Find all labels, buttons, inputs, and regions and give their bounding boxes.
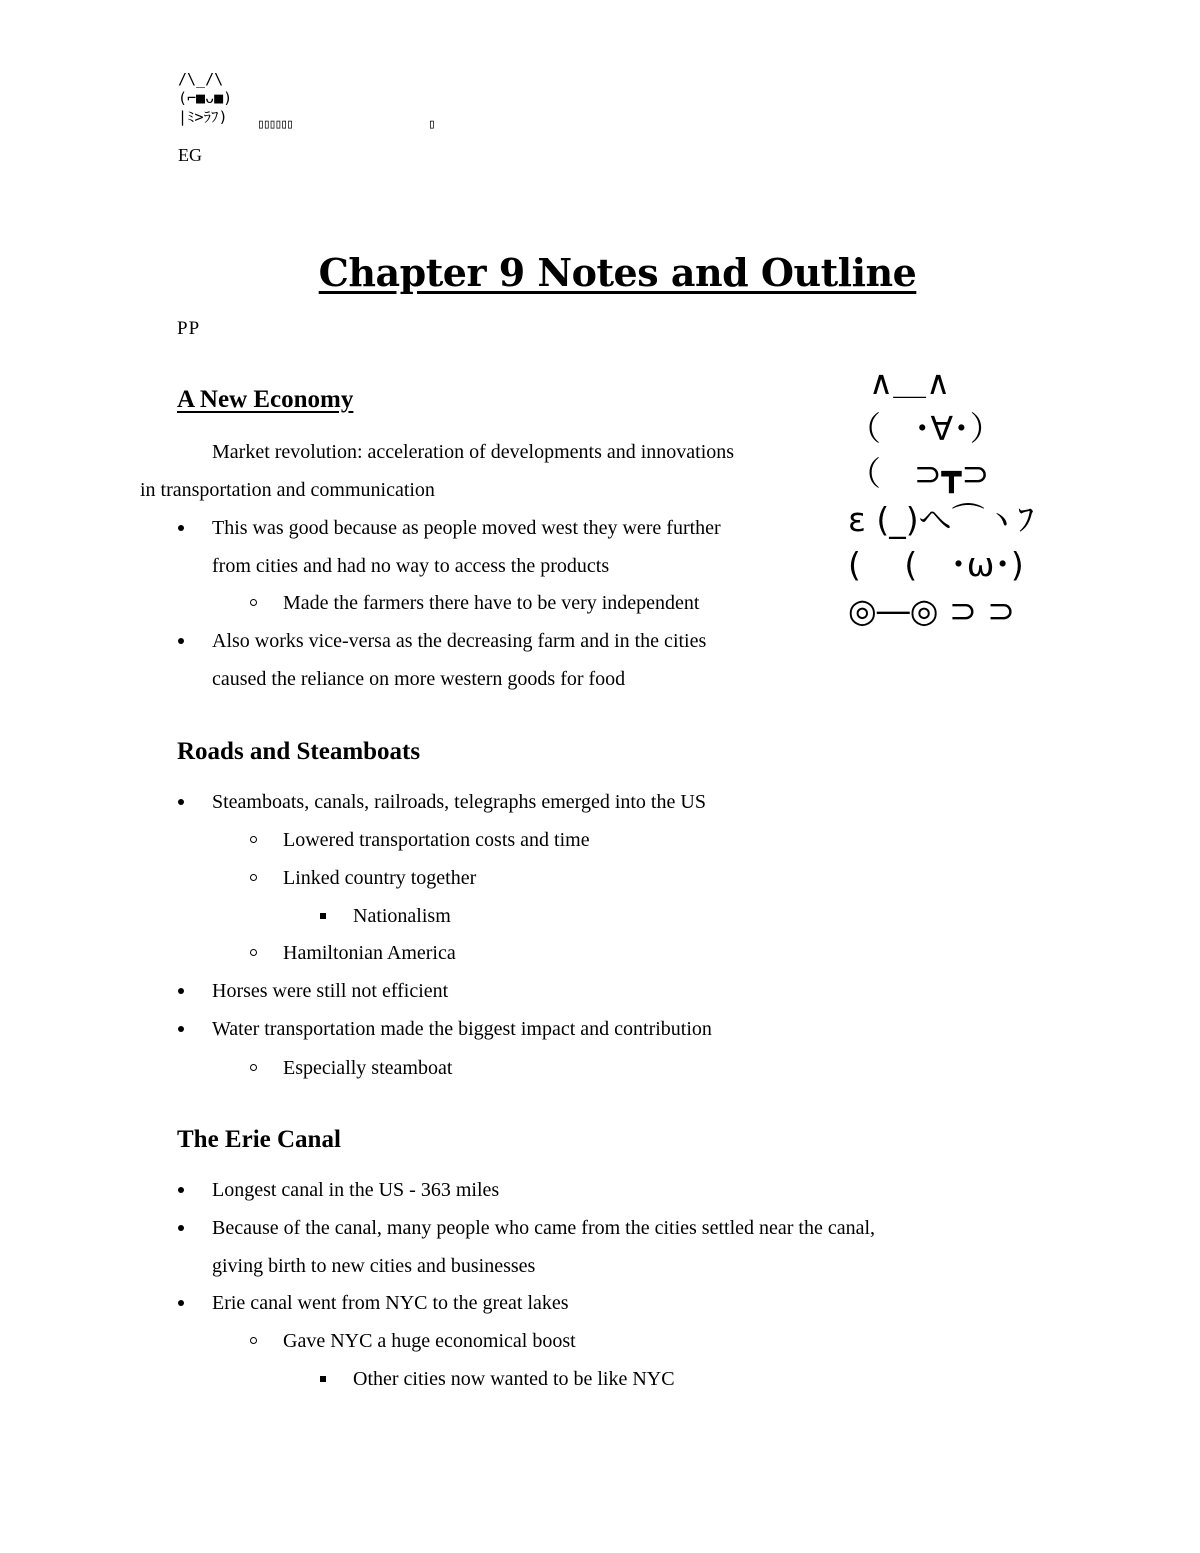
section-heading-erie: The Erie Canal <box>177 1126 341 1153</box>
paragraph-line: Market revolution: acceleration of developments and innovations <box>212 441 735 463</box>
list-item-continuation: caused the reliance on more western goods for food <box>212 668 626 690</box>
section-heading-economy: A New Economy <box>177 386 354 413</box>
list-item-continuation: from cities and had no way to access the products <box>212 555 610 577</box>
cat-art-line: ∧＿∧ <box>848 363 951 402</box>
missing-glyph-boxes: ▯▯▯▯▯▯ <box>257 117 292 132</box>
cat-art-line: ε (_)へ⌒ヽﾌ <box>848 499 1035 539</box>
list-item: Hamiltonian America <box>283 942 456 964</box>
list-item: Because of the canal, many people who came from the cities settled near the canal, <box>212 1217 876 1239</box>
bullet-dot <box>178 638 184 644</box>
list-item: Lowered transportation costs and time <box>283 829 590 851</box>
bullet-square <box>320 1376 326 1382</box>
header-ascii-art <box>178 70 232 127</box>
cat-ascii-art <box>848 360 1034 633</box>
bullet-circle <box>250 599 257 606</box>
subtitle: PP <box>177 318 201 339</box>
bullet-dot <box>178 1300 184 1306</box>
bullet-dot <box>178 799 184 805</box>
bullet-circle <box>250 836 257 843</box>
list-item: Steamboats, canals, railroads, telegraphs emerged into the US <box>212 791 706 813</box>
bullet-circle <box>250 1064 257 1071</box>
list-item: Also works vice-versa as the decreasing farm and in the cities <box>212 630 707 652</box>
list-item: Other cities now wanted to be like NYC <box>353 1368 675 1390</box>
bullet-dot <box>178 1026 184 1032</box>
header-art-line: |ﾐ>ﾗﾌ) <box>178 108 228 126</box>
section-heading-roads: Roads and Steamboats <box>177 738 421 765</box>
bullet-dot <box>178 1187 184 1193</box>
bullet-circle <box>250 949 257 956</box>
paragraph-line: in transportation and communication <box>140 479 435 501</box>
list-item: Especially steamboat <box>283 1057 453 1079</box>
list-item-continuation: giving birth to new cities and businesses <box>212 1255 536 1277</box>
list-item: Longest canal in the US - 363 miles <box>212 1179 500 1201</box>
cat-art-line: （ ･∀･） <box>848 408 1003 448</box>
list-item: Nationalism <box>353 905 451 927</box>
list-item: Water transportation made the biggest impact and contribution <box>212 1018 712 1040</box>
page-title: Chapter 9 Notes and Outline <box>318 250 917 295</box>
cat-art-line: （ ⊃┳⊃ <box>848 454 990 493</box>
cat-art-line: ( ( ･ω･) <box>848 545 1024 584</box>
list-item: Erie canal went from NYC to the great lakes <box>212 1292 569 1314</box>
list-item: Horses were still not efficient <box>212 980 449 1002</box>
bullet-dot <box>178 1225 184 1231</box>
bullet-dot <box>178 525 184 531</box>
list-item: Made the farmers there have to be very independent <box>283 592 700 614</box>
cat-art-line: ◎―◎ ⊃ ⊃ <box>848 590 1015 630</box>
bullet-square <box>320 913 326 919</box>
missing-glyph-box: ▯ <box>428 117 436 132</box>
list-item: This was good because as people moved west they were further <box>212 517 721 539</box>
author-initials: EG <box>178 145 202 165</box>
bullet-circle <box>250 1337 257 1344</box>
list-item: Gave NYC a huge economical boost <box>283 1330 576 1352</box>
bullet-circle <box>250 874 257 881</box>
bullet-dot <box>178 988 184 994</box>
list-item: Linked country together <box>283 867 477 889</box>
header-art-line: (⌐■ᴗ■) <box>178 89 233 107</box>
header-art-line: /\_/\ <box>178 70 224 88</box>
